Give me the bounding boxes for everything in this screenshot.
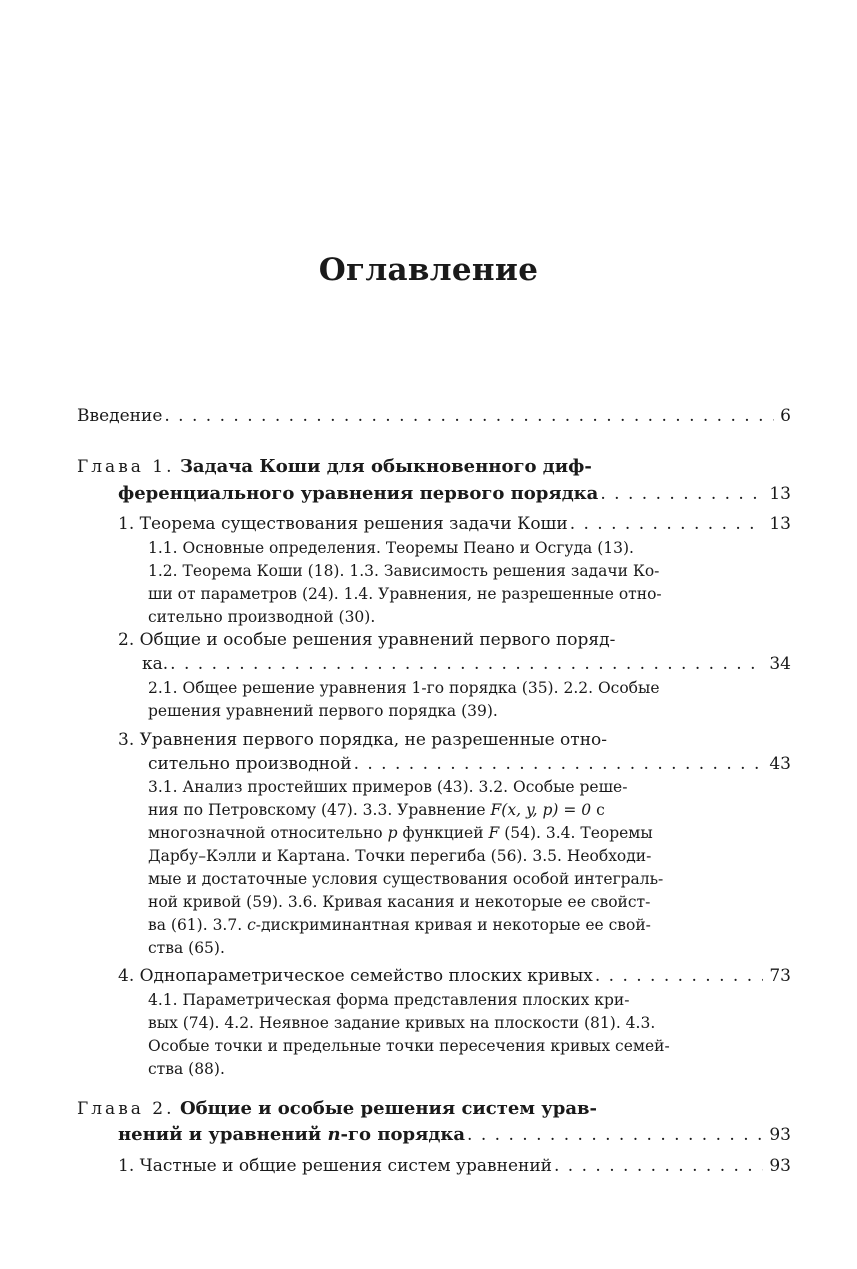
toc-entry-intro[interactable] <box>77 405 791 427</box>
subsection-text: сительно производной (30). <box>148 608 376 626</box>
subsection-text: 2.1. Общее решение уравнения 1-го порядка (35). 2.2. Особые <box>148 679 660 697</box>
math-symbol: n <box>327 1124 341 1145</box>
leader-dots <box>595 965 764 987</box>
toc-page: 6 <box>780 406 791 426</box>
toc-section-1-3[interactable]: 3. Уравнения первого порядка, не разрешенные отно- <box>118 730 608 750</box>
toc-section-1-4[interactable] <box>118 965 791 987</box>
subsection-text-part: с <box>596 801 605 819</box>
chapter-title-cont: ференциального уравнения первого порядка <box>118 483 599 504</box>
subsection-text: 4.1. Параметрическая форма представления плоских кри- <box>148 991 630 1009</box>
subsection-text-part: (54). 3.4. Теоремы <box>504 824 653 842</box>
subsection-text-part: многозначной относительно <box>148 824 383 842</box>
toc-section-1-2-cont[interactable] <box>142 653 791 675</box>
chapter-title: Общие и особые решения систем урав- <box>179 1098 597 1119</box>
subsection-text: Особые точки и предельные точки пересечения кривых семей- <box>148 1037 670 1055</box>
page-title: Оглавление <box>318 252 539 288</box>
subsection-text: 1.2. Теорема Коши (18). 1.3. Зависимость решения задачи Ко- <box>148 562 660 580</box>
subsection-text: ства (88). <box>148 1060 225 1078</box>
subsection-text <box>148 822 653 845</box>
subsection-text: ства (65). <box>148 939 225 957</box>
toc-page: 34 <box>769 654 791 674</box>
subsection-text-part: ния по Петровскому (47). 3.3. Уравнение <box>148 801 486 819</box>
toc-label: 4. Однопараметрическое семейство плоских кривых <box>118 966 593 986</box>
chapter-title-cont <box>118 1124 465 1146</box>
subsection-text <box>148 914 651 937</box>
toc-page: 43 <box>769 754 791 774</box>
toc-label: сительно производной <box>148 754 352 774</box>
chapter2-heading[interactable] <box>77 1098 597 1120</box>
math-symbol: c <box>247 916 256 934</box>
leader-dots <box>164 405 774 427</box>
subsection-text-part: функцией <box>402 824 484 842</box>
toc-section-1-2[interactable]: 2. Общие и особые решения уравнений первого поряд- <box>118 630 616 650</box>
subsection-text: мые и достаточные условия существования особой интеграль- <box>148 870 664 888</box>
toc-page: 13 <box>769 514 791 534</box>
toc-label: 1. Теорема существования решения задачи Коши <box>118 514 568 534</box>
subsection-text-part: ва (61). 3.7. <box>148 916 243 934</box>
chapter-title-part: нений и уравнений <box>118 1124 322 1145</box>
math-symbol: F <box>488 824 500 842</box>
math-formula: F(x, y, p) = 0 <box>490 801 592 819</box>
subsection-text: решения уравнений первого порядка (39). <box>148 702 498 720</box>
toc-section-1-3-cont[interactable] <box>148 753 791 775</box>
chapter-title: Задача Коши для обыкновенного диф- <box>179 456 592 477</box>
toc-label: Введение <box>77 406 163 426</box>
toc-section-2-1[interactable] <box>118 1155 791 1177</box>
chapter-prefix: Глава 2. <box>77 1099 175 1119</box>
math-symbol: p <box>387 824 398 842</box>
leader-dots <box>354 753 764 775</box>
toc-page: 13 <box>769 484 791 504</box>
chapter-prefix: Глава 1. <box>77 457 175 477</box>
chapter-title-part: -го порядка <box>340 1124 466 1145</box>
toc-page: 93 <box>769 1125 791 1145</box>
toc-page: 73 <box>769 966 791 986</box>
subsection-text-part: -дискриминантная кривая и некоторые ее свой- <box>255 916 651 934</box>
chapter1-heading-cont[interactable] <box>118 483 791 505</box>
toc-page: 93 <box>769 1156 791 1176</box>
leader-dots <box>570 513 764 535</box>
leader-dots <box>554 1155 763 1177</box>
subsection-text: ши от параметров (24). 1.4. Уравнения, не разрешенные отно- <box>148 585 662 603</box>
subsection-text <box>148 799 605 822</box>
toc-label: ка. <box>142 654 169 674</box>
subsection-text: 1.1. Основные определения. Теоремы Пеано и Осгуда (13). <box>148 539 634 557</box>
leader-dots <box>170 653 763 675</box>
leader-dots <box>467 1124 763 1146</box>
toc-section-1-1[interactable] <box>118 513 791 535</box>
chapter1-heading[interactable] <box>77 456 592 478</box>
subsection-text: 3.1. Анализ простейших примеров (43). 3.2. Особые реше- <box>148 778 628 796</box>
toc-label: 1. Частные и общие решения систем уравнений <box>118 1156 552 1176</box>
subsection-text: Дарбу–Кэлли и Картана. Точки перегиба (56). 3.5. Необходи- <box>148 847 652 865</box>
leader-dots <box>600 483 763 505</box>
chapter2-heading-cont[interactable] <box>118 1124 791 1146</box>
subsection-text: вых (74). 4.2. Неявное задание кривых на плоскости (81). 4.3. <box>148 1014 656 1032</box>
subsection-text: ной кривой (59). 3.6. Кривая касания и некоторые ее свойст- <box>148 893 651 911</box>
